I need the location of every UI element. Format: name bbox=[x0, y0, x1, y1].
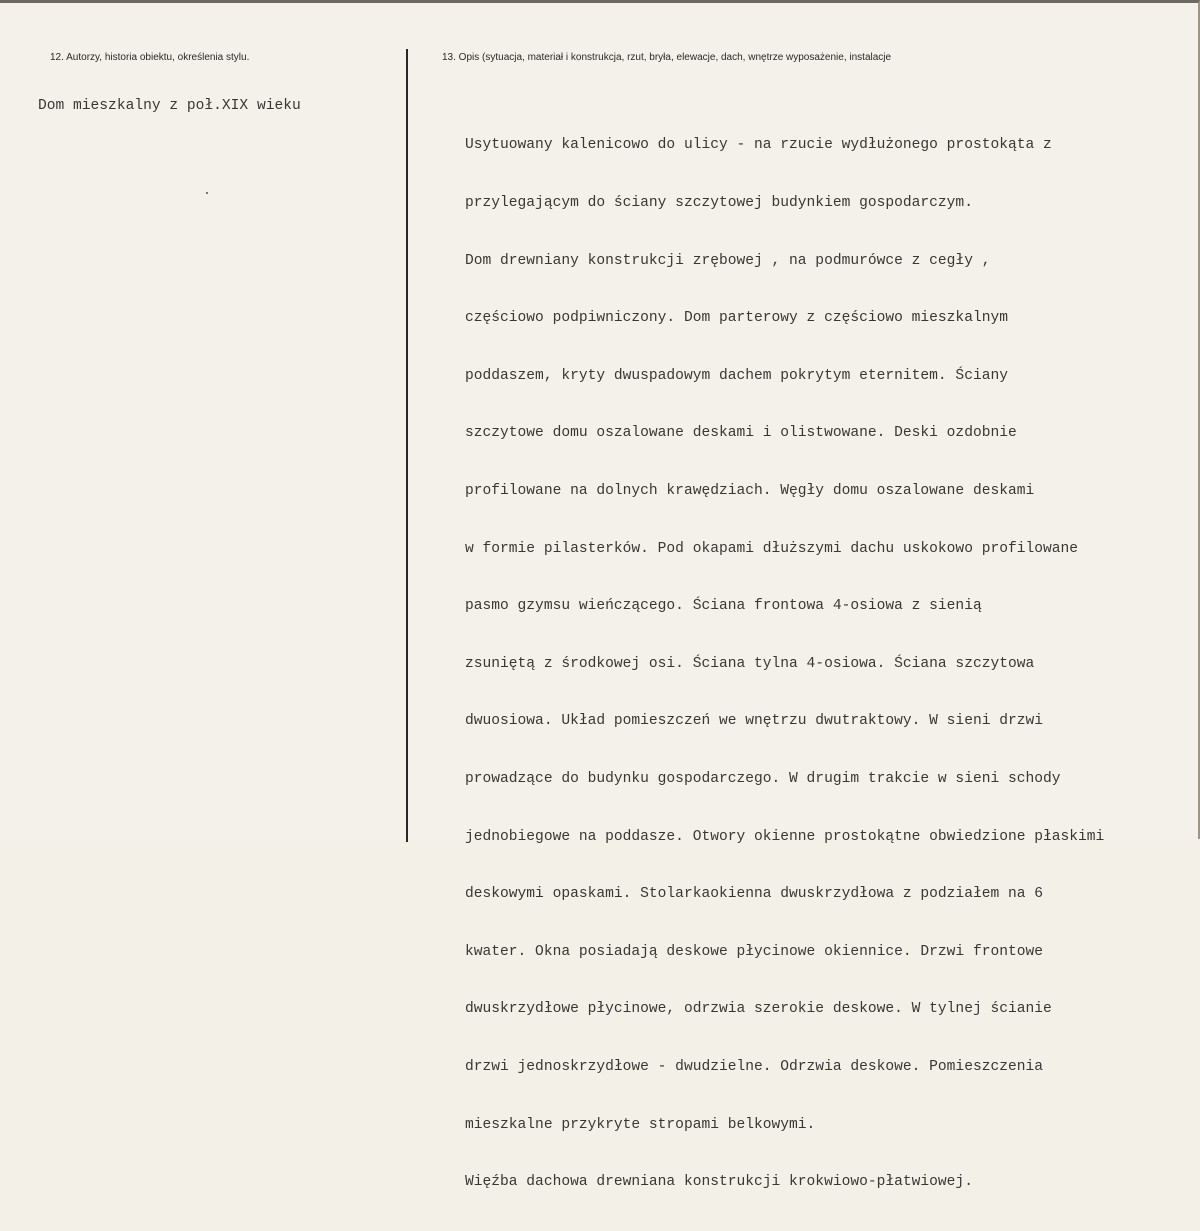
column-divider bbox=[406, 49, 408, 842]
paper-speck bbox=[206, 192, 208, 194]
description-line: profilowane na dolnych krawędziach. Węgły domu oszalowane deskami bbox=[465, 482, 1035, 499]
description-line: Więźba dachowa drewniana konstrukcji krokwiowo-płatwiowej. bbox=[465, 1174, 973, 1191]
description-line: deskowymi opaskami. Stolarkaokienna dwuskrzydłowa z podziałem na 6 bbox=[465, 886, 1044, 903]
section-12-heading: 12. Autorzy, historia obiektu, określenia stylu. bbox=[50, 52, 250, 63]
description-line: dwuosiowa. Układ pomieszczeń we wnętrzu dwutraktowy. W sieni drzwi bbox=[465, 713, 1044, 730]
description-line: prowadzące do budynku gospodarczego. W drugim trakcie w sieni schody bbox=[465, 770, 1061, 787]
description-line: mieszkalne przykryte stropami belkowymi. bbox=[465, 1116, 816, 1133]
description-line: przylegającym do ściany szczytowej budynkiem gospodarczym. bbox=[465, 195, 973, 211]
section-12-content: Dom mieszkalny z poł.XIX wieku bbox=[38, 98, 301, 114]
description-line: częściowo podpiwniczony. Dom parterowy z częściowo mieszkalnym bbox=[465, 310, 1008, 327]
description-line: jednobiegowe na poddasze. Otwory okienne prostokątne obwiedzione płaskimi bbox=[465, 828, 1105, 845]
description-line: dwuskrzydłowe płycinowe, odrzwia szerokie deskowe. W tylnej ścianie bbox=[465, 1001, 1052, 1018]
description-line: drzwi jednoskrzydłowe - dwudzielne. Odrzwia deskowe. Pomieszczenia bbox=[465, 1058, 1044, 1075]
section-13-heading: 13. Opis (sytuacja, materiał i konstrukcja, rzut, bryła, elewacje, dach, wnętrze wyposażenie, instalacje bbox=[442, 52, 892, 63]
description-line: zsuniętą z środkowej osi. Ściana tylna 4-osiowa. Ściana szczytowa bbox=[465, 655, 1035, 672]
description-line: pasmo gzymsu wieńczącego. Ściana frontowa 4-osiowa z sienią bbox=[465, 598, 982, 615]
description-line: Usytuowany kalenicowo do ulicy - na rzucie wydłużonego prostokąta z bbox=[465, 137, 1052, 154]
description-line: Dom drewniany konstrukcji zrębowej , na podmurówce z cegły , bbox=[465, 252, 991, 269]
description-line: kwater. Okna posiadają deskowe płycinowe okiennice. Drzwi frontowe bbox=[465, 943, 1044, 960]
description-line: poddaszem, kryty dwuspadowym dachem pokrytym eternitem. Ściany bbox=[465, 367, 1008, 384]
description-line: w formie pilasterków. Pod okapami dłuższymi dachu uskokowo profilowane bbox=[465, 540, 1079, 557]
description-line: szczytowe domu oszalowane deskami i olistwowane. Deski ozdobnie bbox=[465, 425, 1017, 442]
section-13-description bbox=[465, 98, 1104, 1231]
